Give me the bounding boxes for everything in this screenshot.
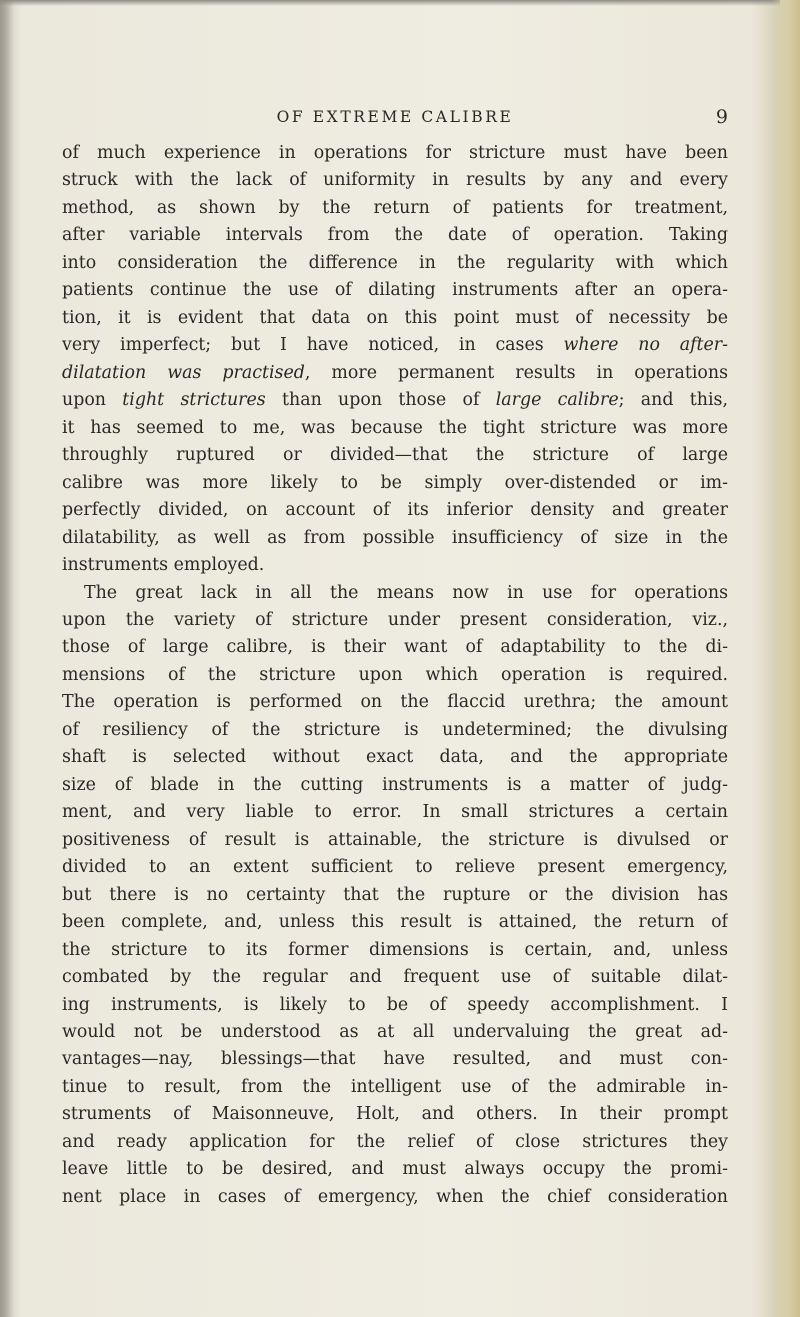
page-top-edge <box>0 0 780 6</box>
page-number: 9 <box>715 106 728 128</box>
text-line: tinue to result, from the intelligent use of the admirable in- <box>62 1076 728 1097</box>
running-head <box>62 104 728 130</box>
text-line: upon the variety of stricture under present consideration, viz., <box>62 609 728 630</box>
text-line: leave little to be desired, and must always occupy the promi- <box>62 1159 728 1180</box>
text-line: perfectly divided, on account of its inferior density and greater <box>62 500 728 521</box>
text-line: been complete, and, unless this result is attained, the return of <box>62 912 728 933</box>
text-line: The operation is performed on the flaccid urethra; the amount <box>62 692 728 713</box>
text-line: nent place in cases of emergency, when the chief consideration <box>62 1186 728 1207</box>
text-line: patients continue the use of dilating instruments after an opera- <box>62 280 728 301</box>
body-text <box>62 140 728 1211</box>
text-line-with-italic <box>62 332 728 359</box>
page-gutter-shadow <box>0 0 14 1317</box>
text-line: size of blade in the cutting instruments is a matter of judg- <box>62 774 728 795</box>
text-line-with-italic <box>62 387 728 414</box>
text-run: very imperfect; but I have noticed, in cases <box>62 335 564 356</box>
text-line: method, as shown by the return of patients for treatment, <box>62 197 728 218</box>
text-line: and ready application for the relief of close strictures they <box>62 1131 728 1152</box>
text-line: but there is no certainty that the rupture or the division has <box>62 884 728 905</box>
text-line: tion, it is evident that data on this point must of necessity be <box>62 307 728 328</box>
text-run: than upon those of <box>265 390 496 411</box>
text-line: dilatability, as well as from possible insufficiency of size in the <box>62 527 728 548</box>
text-line: mensions of the stricture upon which operation is required. <box>62 664 728 685</box>
text-line: those of large calibre, is their want of adaptability to the di- <box>62 637 728 658</box>
text-line: of much experience in operations for stricture must have been <box>62 143 728 163</box>
text-line: instruments employed. <box>62 555 265 576</box>
text-run: , more permanent results in operations <box>304 362 728 383</box>
text-line: divided to an extent sufficient to relieve present emergency, <box>62 857 728 878</box>
text-line: shaft is selected without exact data, and the appropriate <box>62 747 728 768</box>
text-line: The great lack in all the means now in use for operations <box>84 582 728 603</box>
text-line: struck with the lack of uniformity in results by any and every <box>62 170 728 191</box>
italic-run: large calibre <box>495 390 619 411</box>
text-line: throughly ruptured or divided—that the stricture of large <box>62 445 728 466</box>
text-line: combated by the regular and frequent use of suitable dilat- <box>62 967 728 988</box>
text-line: vantages—nay, blessings—that have resulted, and must con- <box>62 1049 728 1070</box>
text-line: struments of Maisonneuve, Holt, and others. In their prompt <box>62 1104 728 1125</box>
text-run: ; and this, <box>618 390 728 411</box>
text-line: into consideration the difference in the regularity with which <box>62 252 728 273</box>
text-line: it has seemed to me, was because the tight stricture was more <box>62 417 728 438</box>
text-line: calibre was more likely to be simply over-distended or im- <box>62 472 728 493</box>
text-line: the stricture to its former dimensions is certain, and, unless <box>62 939 728 960</box>
text-line-with-italic <box>62 360 728 387</box>
text-line: ing instruments, is likely to be of speedy accomplishment. I <box>62 994 728 1015</box>
text-line: after variable intervals from the date of operation. Taking <box>62 225 728 246</box>
text-line: of resiliency of the stricture is undetermined; the divulsing <box>62 719 728 740</box>
text-line: would not be understood as at all undervaluing the great ad- <box>62 1022 728 1042</box>
page-right-edge <box>772 0 800 1317</box>
running-title: OF EXTREME CALIBRE <box>276 108 514 126</box>
italic-run: where no after- <box>563 335 728 356</box>
italic-run: tight strictures <box>122 390 266 411</box>
text-line: positiveness of result is attainable, the stricture is divulsed or <box>62 829 728 850</box>
text-run: upon <box>62 390 123 411</box>
text-line: ment, and very liable to error. In small strictures a certain <box>62 802 728 823</box>
italic-run: dilatation was practised <box>62 362 305 383</box>
